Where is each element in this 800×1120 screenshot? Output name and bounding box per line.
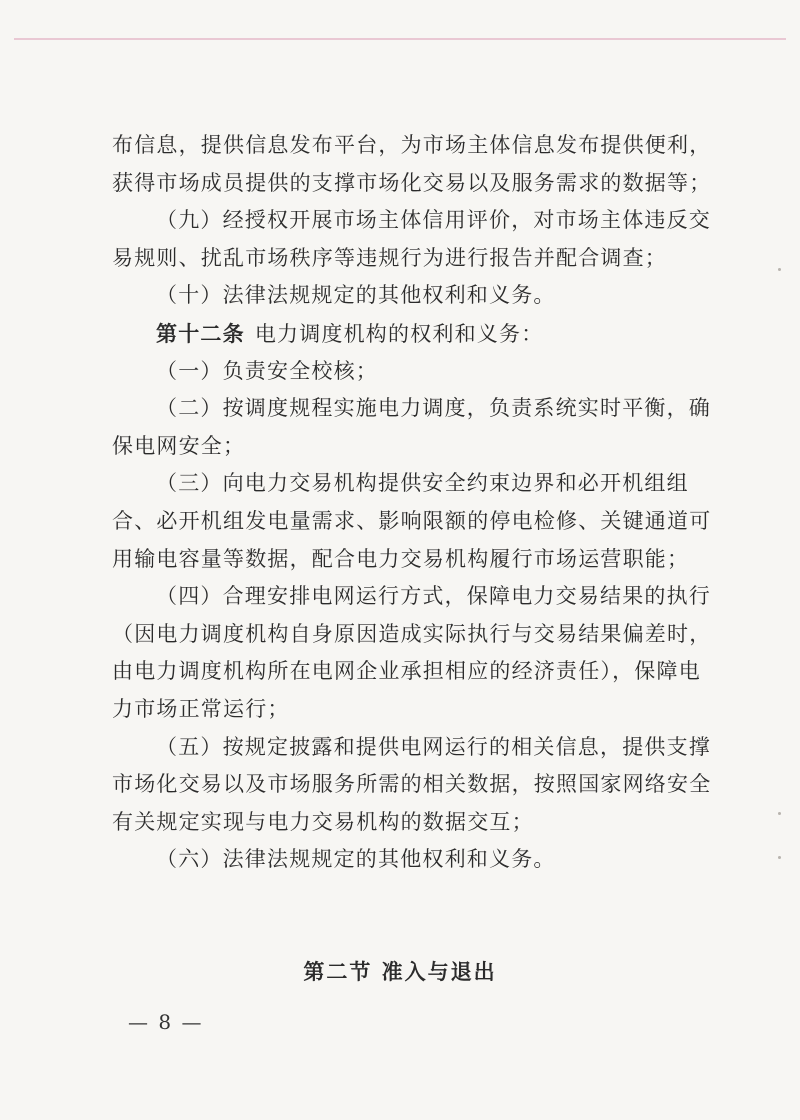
text-line: 市场化交易以及市场服务所需的相关数据，按照国家网络安全 [112,772,712,797]
scan-mark [778,812,781,815]
text-line: 由电力调度机构所在电网企业承担相应的经济责任），保障电 [112,659,701,684]
text-line: （九）经授权开展市场主体信用评价，对市场主体违反交 [156,208,711,233]
text-line: 合、必开机组发电量需求、影响限额的停电检修、关键通道可 [112,508,712,533]
text-line: （因电力调度机构自身原因造成实际执行与交易结果偏差时， [112,621,712,646]
text-line: 易规则、扰乱市场秩序等违规行为进行报告并配合调查； [112,245,667,270]
article-heading: 第十二条 [156,320,245,346]
text-line: 保电网安全； [112,433,246,458]
header-rule [14,38,786,40]
text-line: （十）法律法规规定的其他权利和义务。 [156,283,556,308]
text-line: （四）合理安排电网运行方式，保障电力交易结果的执行 [156,584,711,609]
article-line [112,315,697,353]
scan-mark [778,856,781,859]
text-line: 获得市场成员提供的支撑市场化交易以及服务需求的数据等； [112,170,712,195]
text-line: 用输电容量等数据，配合电力交易机构履行市场运营职能； [112,546,690,571]
text-line: （五）按规定披露和提供电网运行的相关信息，提供支撑 [156,734,711,759]
text-line: 布信息，提供信息发布平台，为市场主体信息发布提供便利， [112,133,712,157]
body-text [112,127,712,879]
page-number: — 8 — [128,1010,204,1034]
scan-mark [778,268,781,271]
text-line: （六）法律法规规定的其他权利和义务。 [156,847,556,872]
text-line: 力市场正常运行； [112,696,290,721]
text-line: （二）按调度规程实施电力调度，负责系统实时平衡，确 [156,396,711,421]
text-line: （三）向电力交易机构提供安全约束边界和必开机组组 [156,471,689,496]
article-text: 电力调度机构的权利和义务： [254,321,544,346]
text-line: 有关规定实现与电力交易机构的数据交互； [112,809,534,834]
section-title: 第二节 准入与退出 [303,959,497,984]
text-line: （一）负责安全校核； [156,358,378,383]
